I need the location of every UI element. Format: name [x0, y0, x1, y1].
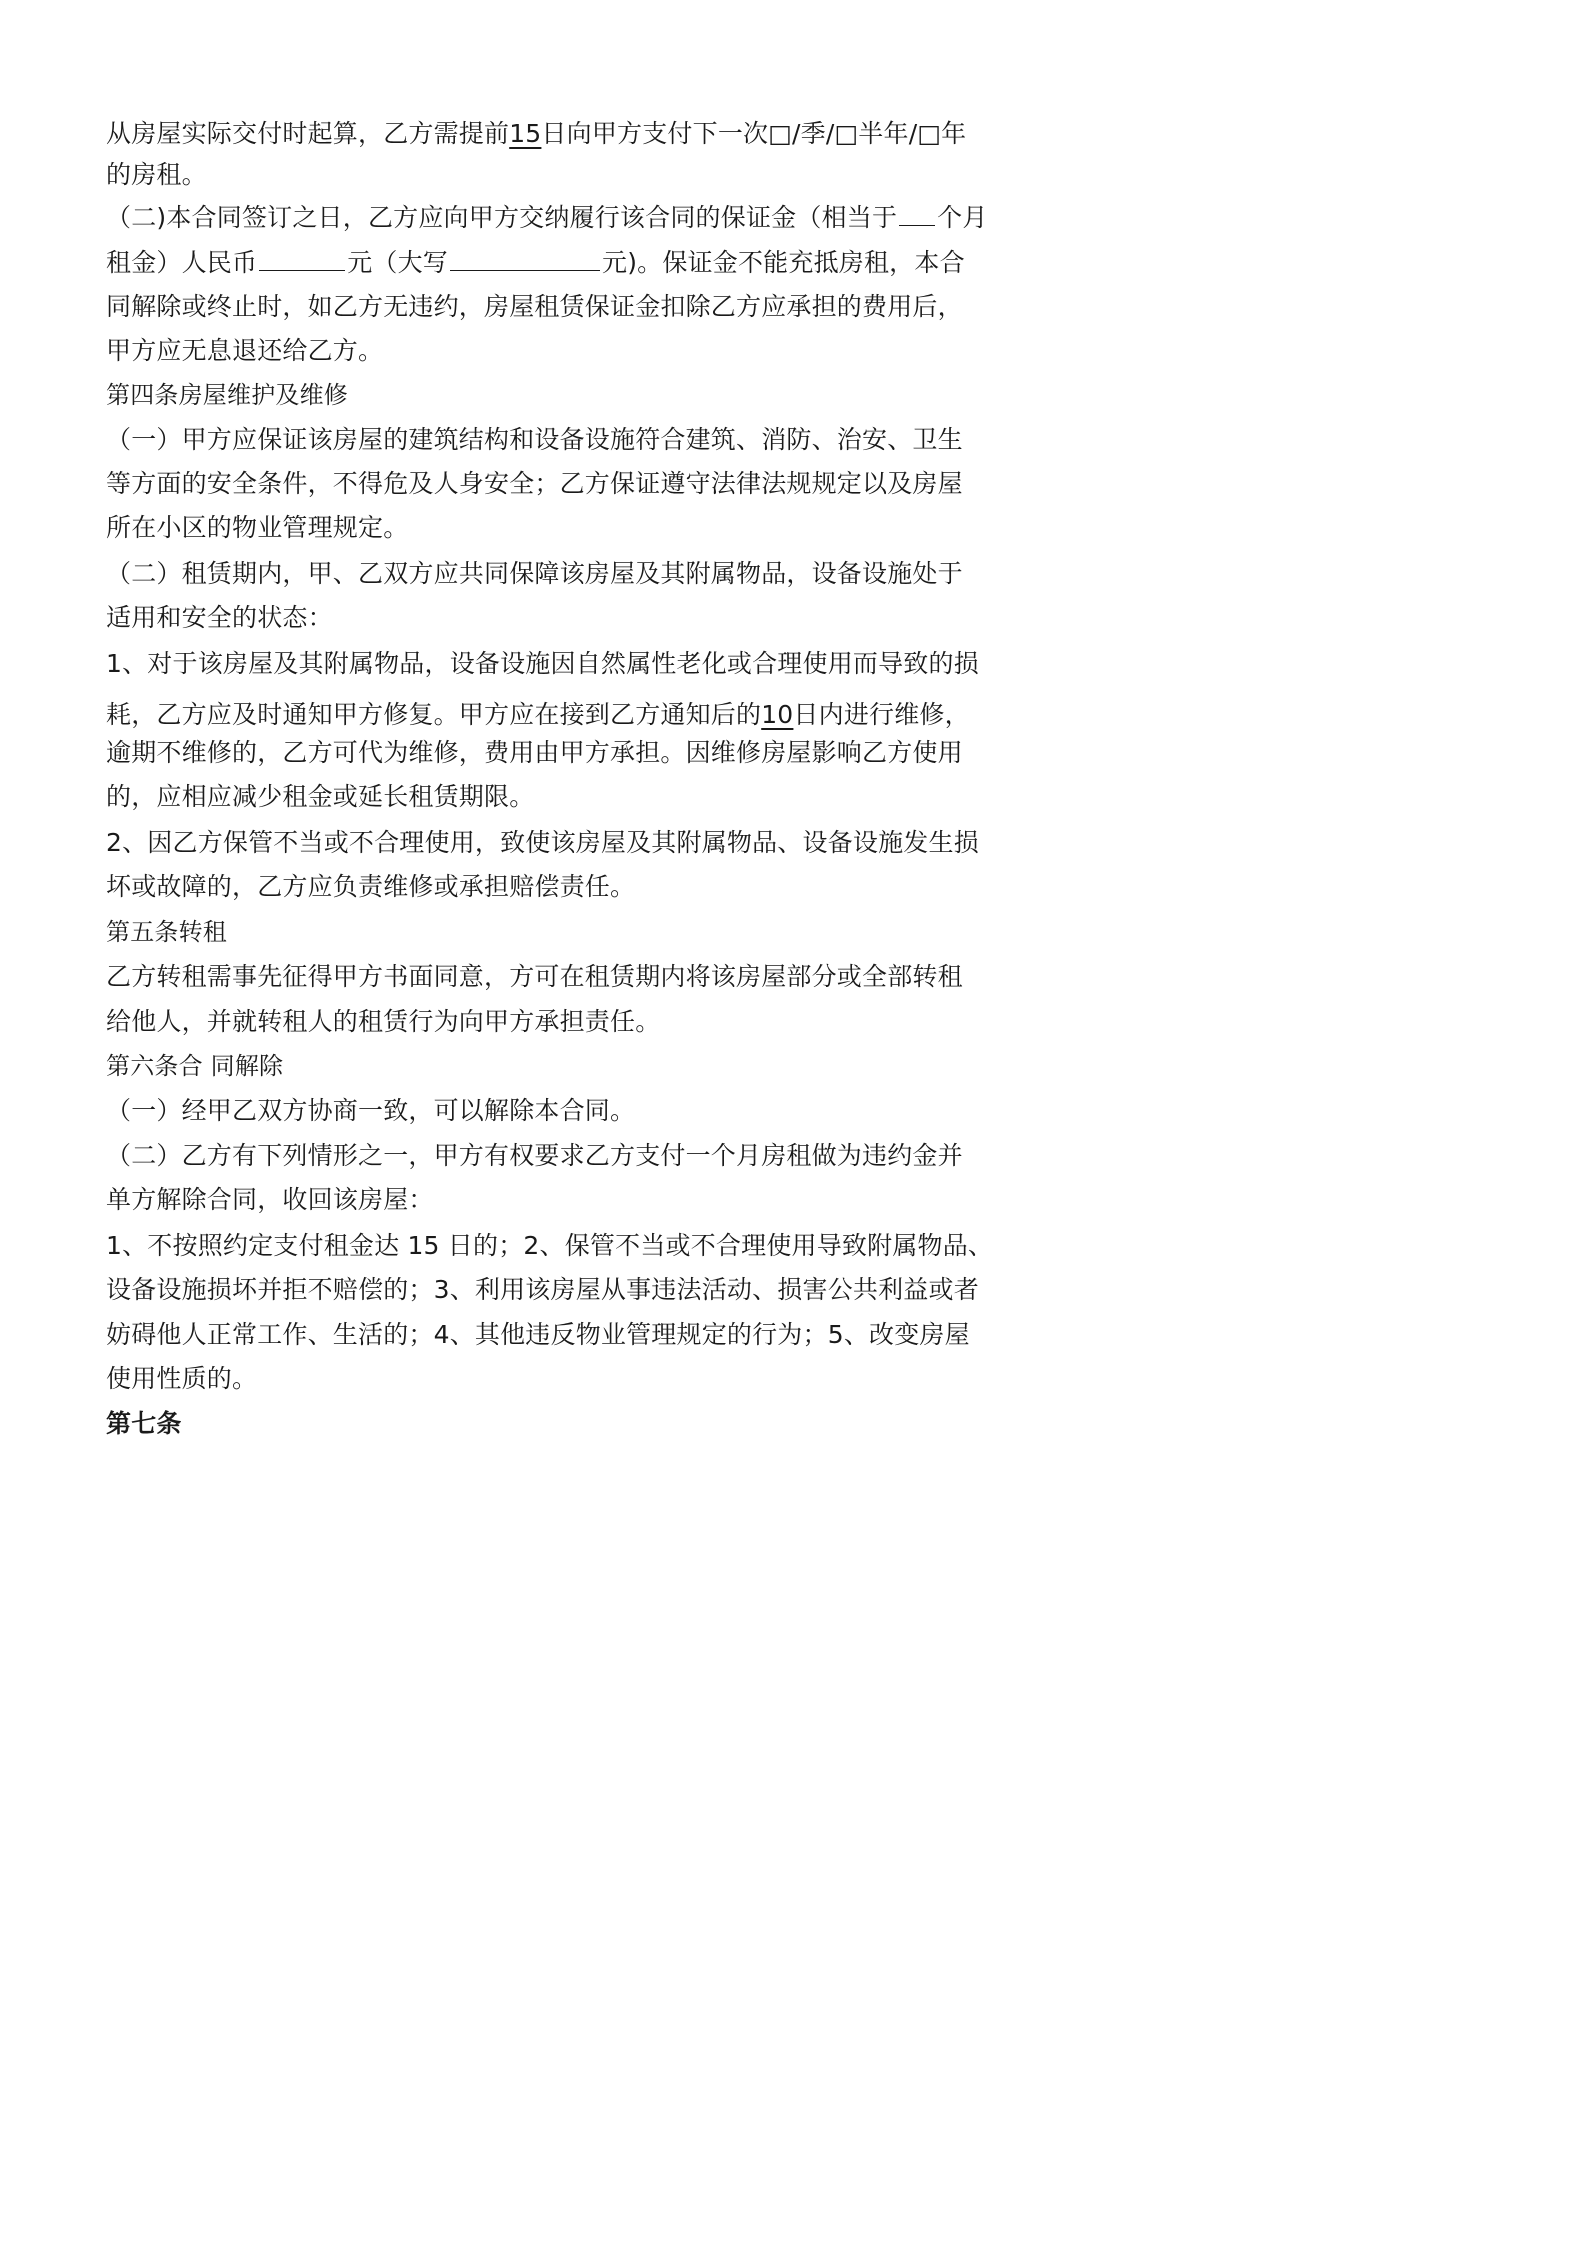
- text-segment: 租金）人民币: [106, 248, 258, 277]
- text-line: （二）乙方有下列情形之一，甲方有权要求乙方支付一个月房租做为违约金并: [106, 1141, 963, 1170]
- text-line: 乙方转租需事先征得甲方书面同意，方可在租赁期内将该房屋部分或全部转租: [106, 962, 963, 991]
- months-blank: [899, 201, 935, 226]
- section-heading-7: 第七条: [106, 1409, 182, 1438]
- text-line: 1、对于该房屋及其附属物品，设备设施因自然属性老化或合理使用而导致的损: [106, 649, 979, 678]
- text-line: 甲方应无息退还给乙方。: [106, 336, 384, 365]
- text-line: [106, 245, 965, 281]
- text-segment: 元)。保证金不能充抵房租，本合: [602, 248, 965, 277]
- text-segment: 元（大写: [347, 248, 449, 277]
- section-heading-5: 第五条转租: [106, 918, 227, 946]
- text-segment: 从房屋实际交付时起算，乙方需提前: [106, 119, 510, 148]
- deposit-amount-words-blank: [450, 246, 600, 271]
- text-line: 适用和安全的状态：: [106, 603, 333, 632]
- repair-days-value: 10: [761, 700, 794, 729]
- text-line: 单方解除合同，收回该房屋：: [106, 1185, 434, 1214]
- text-line: （一）甲方应保证该房屋的建筑结构和设备设施符合建筑、消防、治安、卫生: [106, 425, 963, 454]
- text-line: 同解除或终止时，如乙方无违约，房屋租赁保证金扣除乙方应承担的费用后，: [106, 292, 963, 321]
- text-line: 的房租。: [106, 160, 207, 189]
- deposit-amount-blank: [259, 246, 345, 271]
- text-line: 妨碍他人正常工作、生活的；4、其他违反物业管理规定的行为；5、改变房屋: [106, 1320, 970, 1349]
- text-segment: （二)本合同签订之日，乙方应向甲方交纳履行该合同的保证金（相当于: [106, 203, 898, 232]
- text-line: 2、因乙方保管不当或不合理使用，致使该房屋及其附属物品、设备设施发生损: [106, 828, 979, 857]
- text-line: [106, 200, 988, 236]
- document-page: [0, 0, 1102, 1559]
- advance-days-value: 15: [509, 119, 542, 148]
- text-line: 1、不按照约定支付租金达 15 日的；2、保管不当或不合理使用导致附属物品、: [106, 1231, 994, 1260]
- section-heading-4: 第四条房屋维护及维修: [106, 381, 348, 409]
- text-line: 使用性质的。: [106, 1364, 258, 1393]
- text-line: [106, 116, 966, 152]
- text-line: 的，应相应减少租金或延长租赁期限。: [106, 782, 535, 811]
- text-line: （二）租赁期内，甲、乙双方应共同保障该房屋及其附属物品，设备设施处于: [106, 559, 963, 588]
- text-line: 设备设施损坏并拒不赔偿的；3、利用该房屋从事违法活动、损害公共利益或者: [106, 1275, 979, 1304]
- text-line: 坏或故障的，乙方应负责维修或承担赔偿责任。: [106, 872, 636, 901]
- text-line: 等方面的安全条件，不得危及人身安全；乙方保证遵守法律法规规定以及房屋: [106, 469, 963, 498]
- text-line: 逾期不维修的，乙方可代为维修，费用由甲方承担。因维修房屋影响乙方使用: [106, 738, 963, 767]
- text-segment: 日向甲方支付下一次□/季/□半年/□年: [541, 119, 967, 148]
- section-heading-6: 第六条合 同解除: [106, 1052, 284, 1080]
- text-line: 给他人，并就转租人的租赁行为向甲方承担责任。: [106, 1007, 661, 1036]
- text-line: [106, 697, 970, 733]
- text-line: （一）经甲乙双方协商一致，可以解除本合同。: [106, 1096, 636, 1125]
- text-segment: 耗，乙方应及时通知甲方修复。甲方应在接到乙方通知后的: [106, 700, 762, 729]
- text-segment: 个月: [937, 203, 988, 232]
- text-line: 所在小区的物业管理规定。: [106, 513, 409, 542]
- text-segment: 日内进行维修，: [793, 700, 970, 729]
